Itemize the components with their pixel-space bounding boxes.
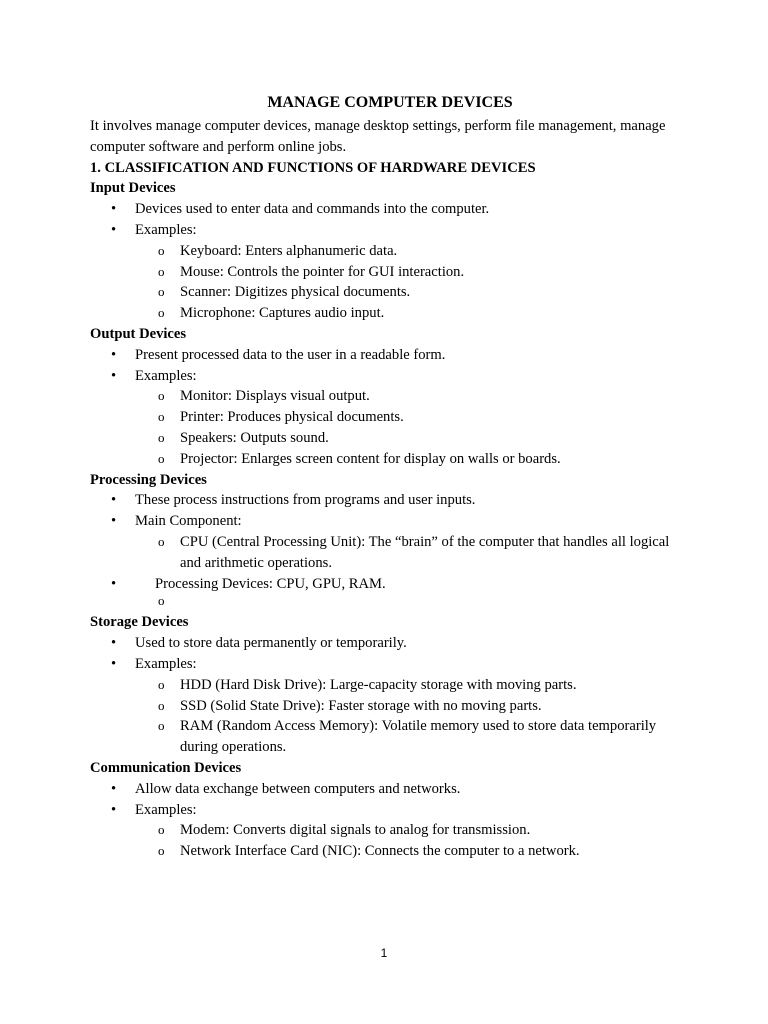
list-item bbox=[90, 633, 690, 654]
list-item-text: SSD (Solid State Drive): Faster storage with no moving parts. bbox=[180, 697, 542, 714]
list-item-text: Used to store data permanently or temporarily. bbox=[135, 635, 407, 652]
list-item-text: Projector: Enlarges screen content for display on walls or boards. bbox=[180, 450, 561, 467]
sub-bullet-icon: o bbox=[158, 284, 165, 300]
sub-bullet-icon: o bbox=[158, 450, 165, 466]
list-item bbox=[135, 282, 690, 303]
bullet-icon: • bbox=[111, 367, 117, 384]
bullet-icon: • bbox=[111, 635, 117, 652]
list-item-text: Main Component: bbox=[135, 513, 242, 530]
empty-list-item bbox=[90, 594, 690, 612]
list-item-text: Printer: Produces physical documents. bbox=[180, 409, 404, 426]
list-item bbox=[135, 303, 690, 324]
list-item bbox=[135, 675, 690, 696]
sub-bullet-icon: o bbox=[158, 533, 165, 549]
sub-bullet-icon: o bbox=[158, 676, 165, 692]
list-item-text: Allow data exchange between computers and networks. bbox=[135, 780, 461, 797]
processing-components-list bbox=[90, 532, 690, 574]
list-item-text: These process instructions from programs and user inputs. bbox=[135, 492, 476, 509]
storage-examples-list bbox=[90, 675, 690, 758]
list-item-text: Examples: bbox=[135, 655, 197, 672]
sub-bullet-icon: o bbox=[158, 263, 165, 279]
output-devices-list bbox=[90, 345, 690, 470]
list-item bbox=[90, 490, 690, 511]
communication-devices-heading: Communication Devices bbox=[90, 759, 242, 776]
bullet-icon: • bbox=[111, 221, 117, 238]
sub-bullet-icon: o bbox=[158, 242, 165, 258]
intro-paragraph: It involves manage computer devices, manage desktop settings, perform file management, manage computer software and perform online jobs. bbox=[90, 118, 666, 155]
bullet-icon: • bbox=[111, 780, 117, 797]
list-item-text: Examples: bbox=[135, 801, 197, 818]
list-item bbox=[135, 386, 690, 407]
output-examples-list bbox=[90, 386, 690, 469]
list-item-text: Speakers: Outputs sound. bbox=[180, 429, 329, 446]
list-item bbox=[90, 800, 690, 862]
document-page bbox=[90, 93, 690, 862]
processing-devices-heading: Processing Devices bbox=[90, 471, 207, 488]
list-item bbox=[135, 407, 690, 428]
bullet-icon: • bbox=[111, 513, 117, 530]
list-item bbox=[90, 654, 690, 758]
list-item-text: CPU (Central Processing Unit): The “brain” of the computer that handles all logical and arithmetic operations. bbox=[180, 533, 670, 571]
sub-bullet-icon: o bbox=[158, 822, 165, 838]
list-item bbox=[135, 241, 690, 262]
list-item bbox=[90, 511, 690, 573]
list-item-text: Modem: Converts digital signals to analog for transmission. bbox=[180, 822, 531, 839]
list-item-text: Examples: bbox=[135, 367, 197, 384]
sub-bullet-icon: o bbox=[158, 305, 165, 321]
list-item bbox=[90, 366, 690, 470]
list-item-text: Monitor: Displays visual output. bbox=[180, 388, 370, 405]
storage-devices-heading: Storage Devices bbox=[90, 614, 189, 631]
communication-examples-list bbox=[90, 820, 690, 862]
list-item bbox=[135, 262, 690, 283]
list-item-text: Network Interface Card (NIC): Connects the computer to a network. bbox=[180, 843, 580, 860]
list-item bbox=[135, 449, 690, 470]
list-item bbox=[135, 841, 690, 862]
communication-devices-list bbox=[90, 779, 690, 862]
list-item bbox=[135, 428, 690, 449]
list-item bbox=[90, 574, 690, 595]
sub-bullet-icon: o bbox=[158, 593, 165, 609]
list-item-text: Mouse: Controls the pointer for GUI interaction. bbox=[180, 263, 465, 280]
input-devices-heading: Input Devices bbox=[90, 180, 176, 197]
list-item-text: Processing Devices: CPU, GPU, RAM. bbox=[155, 575, 386, 592]
sub-bullet-icon: o bbox=[158, 718, 165, 734]
list-item bbox=[135, 532, 690, 574]
section-heading: 1. CLASSIFICATION AND FUNCTIONS OF HARDWARE DEVICES bbox=[90, 159, 536, 176]
list-item-text: HDD (Hard Disk Drive): Large-capacity storage with moving parts. bbox=[180, 676, 577, 693]
page-number: 1 bbox=[380, 946, 388, 960]
list-item-text: Examples: bbox=[135, 221, 197, 238]
sub-bullet-icon: o bbox=[158, 697, 165, 713]
list-item bbox=[135, 820, 690, 841]
sub-bullet-icon: o bbox=[158, 843, 165, 859]
list-item bbox=[135, 696, 690, 717]
bullet-icon: • bbox=[111, 201, 117, 218]
sub-bullet-icon: o bbox=[158, 409, 165, 425]
list-item-text: Keyboard: Enters alphanumeric data. bbox=[180, 242, 398, 259]
output-devices-heading: Output Devices bbox=[90, 325, 187, 342]
list-item bbox=[90, 779, 690, 800]
processing-devices-list bbox=[90, 490, 690, 573]
list-item-text: Scanner: Digitizes physical documents. bbox=[180, 284, 411, 301]
document-title: MANAGE COMPUTER DEVICES bbox=[267, 94, 513, 111]
list-item bbox=[90, 199, 690, 220]
list-item bbox=[90, 345, 690, 366]
list-item-text: RAM (Random Access Memory): Volatile memory used to store data temporarily during operations. bbox=[180, 718, 657, 756]
input-devices-list bbox=[90, 199, 690, 324]
sub-bullet-icon: o bbox=[158, 388, 165, 404]
list-item-text: Microphone: Captures audio input. bbox=[180, 305, 385, 322]
list-item bbox=[135, 716, 690, 758]
bullet-icon: • bbox=[111, 346, 117, 363]
list-item bbox=[90, 220, 690, 324]
bullet-icon: • bbox=[111, 801, 117, 818]
bullet-icon: • bbox=[111, 655, 117, 672]
bullet-icon: • bbox=[111, 575, 117, 592]
input-examples-list bbox=[90, 241, 690, 324]
list-item-text: Present processed data to the user in a readable form. bbox=[135, 346, 446, 363]
list-item-text: Devices used to enter data and commands into the computer. bbox=[135, 201, 490, 218]
sub-bullet-icon: o bbox=[158, 429, 165, 445]
storage-devices-list bbox=[90, 633, 690, 758]
bullet-icon: • bbox=[111, 492, 117, 509]
